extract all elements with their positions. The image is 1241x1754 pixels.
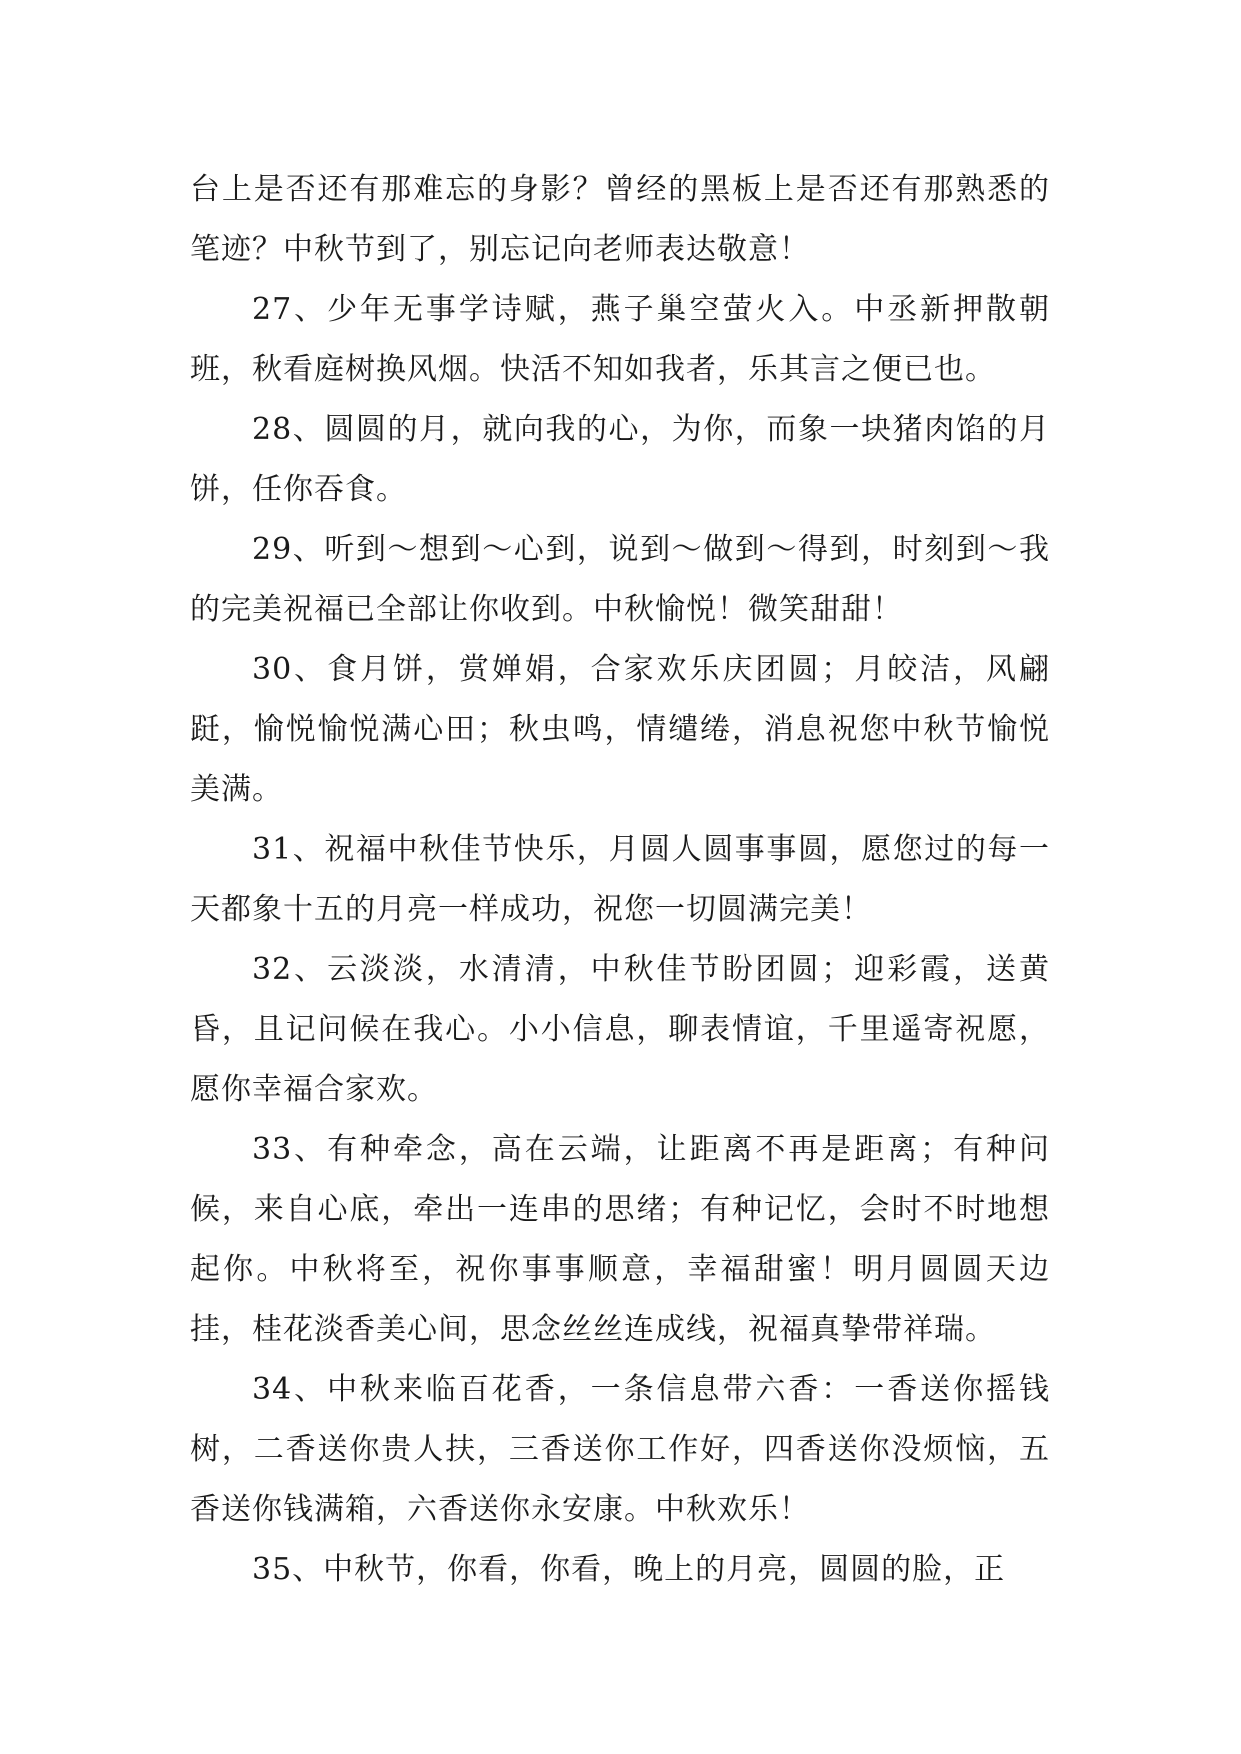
- paragraph-28: 28、圆圆的月，就向我的心，为你，而象一块猪肉馅的月饼，任你吞食。: [190, 412, 1050, 507]
- paragraph-35: 35、中秋节，你看，你看，晚上的月亮，圆圆的脸，正: [252, 1552, 1006, 1587]
- document-body: [190, 160, 1050, 1600]
- paragraph-34: 34、中秋来临百花香，一条信息带六香：一香送你摇钱树，二香送你贵人扶，三香送你工作好，四香送你没烦恼，五香送你钱满箱，六香送你永安康。中秋欢乐！: [190, 1372, 1050, 1527]
- paragraph-continuation: 台上是否还有那难忘的身影？曾经的黑板上是否还有那熟悉的笔迹？中秋节到了，别忘记向老师表达敬意！: [190, 172, 1050, 267]
- paragraph-33: 33、有种牵念，高在云端，让距离不再是距离；有种问候，来自心底，牵出一连串的思绪；有种记忆，会时不时地想起你。中秋将至，祝你事事顺意，幸福甜蜜！明月圆圆天边挂，桂花淡香美心间，思念丝丝连成线，祝福真挚带祥瑞。: [190, 1132, 1050, 1347]
- paragraph-31: 31、祝福中秋佳节快乐，月圆人圆事事圆，愿您过的每一天都象十五的月亮一样成功，祝您一切圆满完美！: [190, 832, 1050, 927]
- paragraph-27: 27、少年无事学诗赋，燕子巢空萤火入。中丞新押散朝班，秋看庭树换风烟。快活不知如我者，乐其言之便已也。: [190, 292, 1050, 387]
- paragraph-30: 30、食月饼，赏婵娟，合家欢乐庆团圆；月皎洁，风翩跹，愉悦愉悦满心田；秋虫鸣，情缱绻，消息祝您中秋节愉悦美满。: [190, 652, 1050, 807]
- paragraph-32: 32、云淡淡，水清清，中秋佳节盼团圆；迎彩霞，送黄昏，且记问候在我心。小小信息，聊表情谊，千里遥寄祝愿，愿你幸福合家欢。: [190, 952, 1050, 1107]
- paragraph-29: 29、听到～想到～心到，说到～做到～得到，时刻到～我的完美祝福已全部让你收到。中秋愉悦！微笑甜甜！: [190, 532, 1050, 627]
